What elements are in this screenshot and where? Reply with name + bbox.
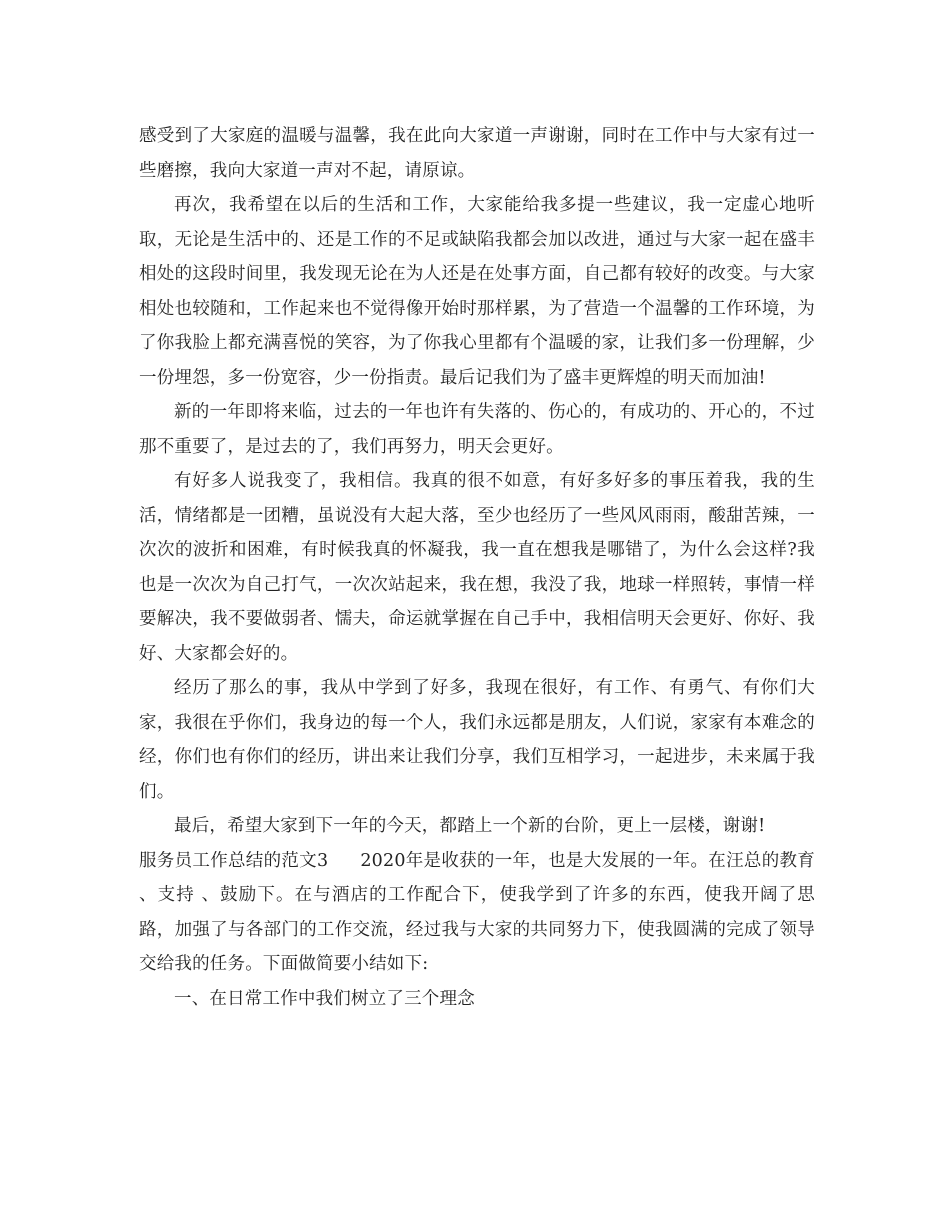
section-title: 服务员工作总结的范文3 xyxy=(139,850,329,871)
paragraph-6: 最后，希望大家到下一年的今天，都踏上一个新的台阶，更上一层楼，谢谢! xyxy=(174,816,766,836)
paragraph-1: 感受到了大家庭的温暖与温馨，我在此向大家道一声谢谢，同时在工作中与大家有过一些磨擦，我向大家道一声对不起，请原谅。 xyxy=(139,126,815,181)
section-paragraph xyxy=(139,844,815,982)
document-body xyxy=(139,119,815,1016)
section-body: 2020年是收获的一年，也是大发展的一年。在汪总的教育 、支持 、鼓励下。在与酒店的工作配合下，使我学到了许多的东西，使我开阔了思路，加强了与各部门的工作交流，经过我与大家的共同努力下，使我圆满的完成了领导交给我的任务。下面做简要小结如下: xyxy=(139,850,815,974)
subheading: 一、在日常工作中我们树立了三个理念 xyxy=(174,988,475,1009)
paragraph-3: 新的一年即将来临，过去的一年也许有失落的、伤心的，有成功的、开心的，不过那不重要了，是过去的了，我们再努力，明天会更好。 xyxy=(139,402,815,457)
paragraph-5: 经历了那么的事，我从中学到了好多，我现在很好，有工作、有勇气、有你们大家，我很在乎你们，我身边的每一个人，我们永远都是朋友，人们说，家家有本难念的经，你们也有你们的经历，讲出来让我们分享，我们互相学习，一起进步，未来属于我们。 xyxy=(139,678,815,802)
paragraph-4: 有好多人说我变了，我相信。我真的很不如意，有好多好多的事压着我，我的生活，情绪都是一团糟，虽说没有大起大落，至少也经历了一些风风雨雨，酸甜苦辣，一次次的波折和困难，有时候我真的怀凝我，我一直在想我是哪错了，为什么会这样?我也是一次次为自己打气，一次次站起来，我在想，我没了我，地球一样照转，事情一样要解决，我不要做弱者、懦夫，命运就掌握在自己手中，我相信明天会更好、你好、我好、大家都会好的。 xyxy=(139,471,815,664)
paragraph-2: 再次，我希望在以后的生活和工作，大家能给我多提一些建议，我一定虚心地听取，无论是生活中的、还是工作的不足或缺陷我都会加以改进，通过与大家一起在盛丰相处的这段时间里，我发现无论在为人还是在处事方面，自己都有较好的改变。与大家相处也较随和，工作起来也不觉得像开始时那样累，为了营造一个温馨的工作环境，为了你我脸上都充满喜悦的笑容，为了你我心里都有个温暖的家，让我们多一份理解，少一份埋怨，多一份宽容，少一份指责。最后记我们为了盛丰更辉煌的明天而加油! xyxy=(139,195,815,388)
